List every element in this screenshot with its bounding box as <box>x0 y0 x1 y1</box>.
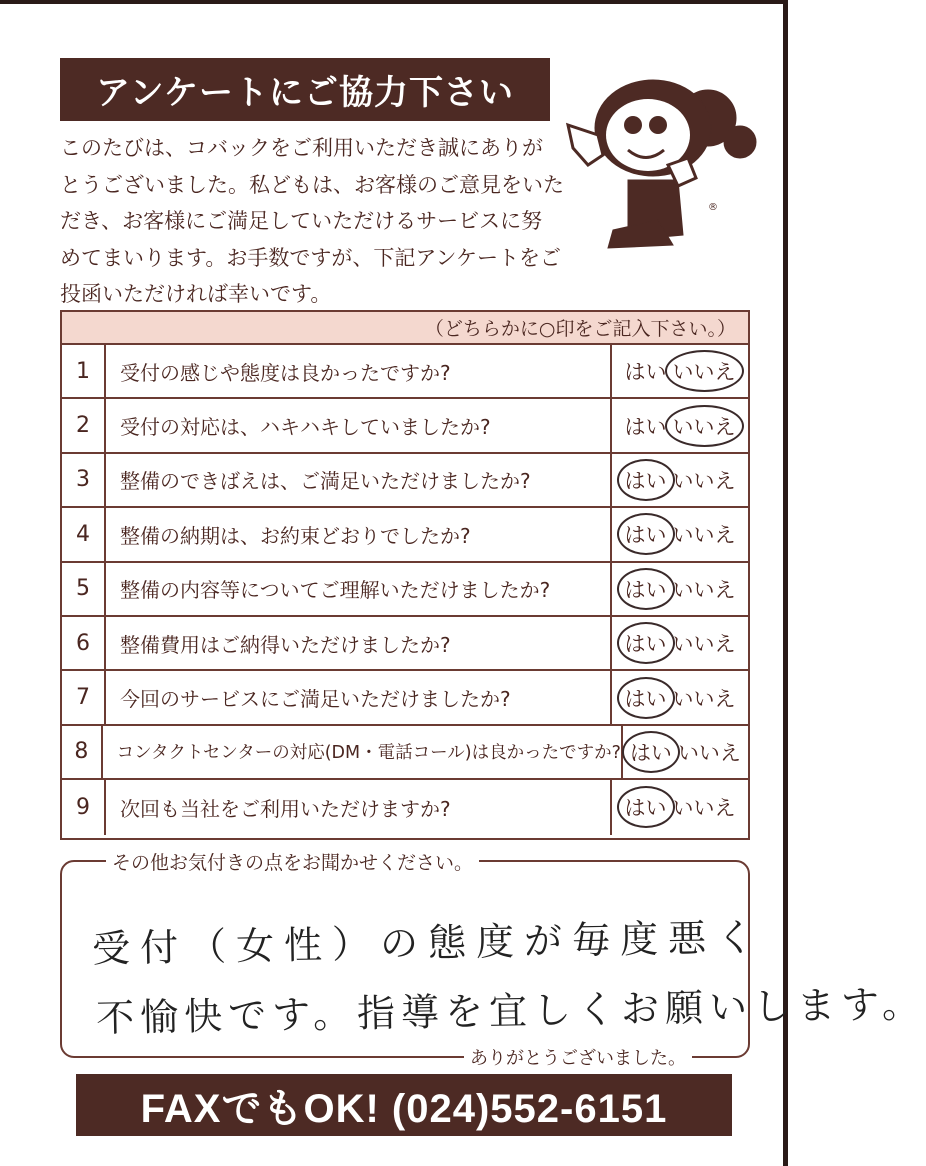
answer-cell[interactable] <box>612 454 748 506</box>
answer-no[interactable]: いいえ <box>671 356 738 386</box>
survey-row <box>62 726 748 780</box>
question-number: 5 <box>62 563 106 615</box>
fax-banner: FAXでもOK! (024)552-6151 <box>76 1074 732 1136</box>
question-number: 7 <box>62 671 106 723</box>
answer-no[interactable]: いいえ <box>677 740 741 765</box>
survey-row <box>62 563 748 617</box>
answer-cell[interactable] <box>612 508 748 560</box>
mascot-eye-left <box>624 116 642 134</box>
answer-no[interactable]: いいえ <box>672 686 736 711</box>
answer-yes[interactable]: はい <box>623 792 669 822</box>
comments-label: その他お気付きの点をお聞かせください。 <box>106 848 479 875</box>
handwritten-comment-line: 受付（女性）の態度が毎度悪く <box>91 915 765 971</box>
comments-box[interactable] <box>60 852 926 1069</box>
intro-line: とうございました。私どもは、お客様のご意見をいた <box>60 172 564 197</box>
question-number: 8 <box>62 726 103 778</box>
question-text: 今回のサービスにご満足いただけましたか? <box>106 671 612 723</box>
answer-no[interactable]: いいえ <box>672 523 736 548</box>
page-title: アンケートにご協力下さい <box>60 58 550 121</box>
question-text: 整備費用はご納得いただけましたか? <box>106 617 612 669</box>
answer-yes[interactable]: はい <box>623 465 669 495</box>
question-text: 次回も当社をご利用いただけますか? <box>106 780 612 834</box>
thanks-text: ありがとうございました。 <box>464 1044 692 1070</box>
answer-no[interactable]: いいえ <box>672 632 736 657</box>
answer-no[interactable]: いいえ <box>672 577 736 602</box>
registered-mark: ® <box>708 202 718 213</box>
answer-yes[interactable]: はい <box>628 737 674 767</box>
survey-instruction: （どちらかに○印をご記入下さい。） <box>62 312 748 345</box>
survey-row <box>62 508 748 562</box>
question-number: 6 <box>62 617 106 669</box>
question-text: 整備の納期は、お約束どおりでしたか? <box>106 508 612 560</box>
question-number: 4 <box>62 508 106 560</box>
answer-yes[interactable]: はい <box>623 574 669 604</box>
answer-yes[interactable]: はい <box>624 360 667 385</box>
answer-cell[interactable] <box>612 345 748 397</box>
survey-row <box>62 780 748 834</box>
answer-cell[interactable] <box>612 399 748 451</box>
survey-row <box>62 617 748 671</box>
intro-line: このたびは、コバックをご利用いただき誠にありが <box>60 136 543 160</box>
handwritten-comment-line: 不愉快です。指導を宜しくお願いします。 <box>95 981 926 1041</box>
question-text: 受付の対応は、ハキハキしていましたか? <box>106 399 612 451</box>
survey-row <box>62 671 748 725</box>
survey-row <box>62 399 748 453</box>
answer-cell[interactable] <box>612 617 748 669</box>
mascot-eye-right <box>649 116 667 134</box>
mascot-illustration <box>558 70 758 250</box>
question-text: 整備のできばえは、ご満足いただけましたか? <box>106 454 612 506</box>
mascot-ear-tip <box>724 126 756 158</box>
answer-cell[interactable] <box>612 563 748 615</box>
question-text: 受付の感じや態度は良かったですか? <box>106 345 612 397</box>
question-number: 9 <box>62 780 106 834</box>
top-border <box>0 0 788 4</box>
question-number: 3 <box>62 454 106 506</box>
survey-row <box>62 454 748 508</box>
survey-row <box>62 345 748 399</box>
question-number: 2 <box>62 399 106 451</box>
intro-line: めてまいります。お手数ですが、下記アンケートをご <box>60 245 562 270</box>
survey-table <box>60 310 750 840</box>
answer-yes[interactable]: はい <box>623 628 669 658</box>
intro-line: 投函いただければ幸いです。 <box>60 282 332 306</box>
intro-text <box>60 130 564 313</box>
answer-cell[interactable] <box>623 726 748 778</box>
answer-cell[interactable] <box>612 780 748 834</box>
question-text: コンタクトセンターの対応(DM・電話コール)は良かったですか? <box>103 726 623 778</box>
answer-no[interactable]: いいえ <box>672 796 736 821</box>
answer-no[interactable]: いいえ <box>671 411 738 441</box>
answer-cell[interactable] <box>612 671 748 723</box>
answer-no[interactable]: いいえ <box>672 468 736 493</box>
answer-yes[interactable]: はい <box>623 519 669 549</box>
answer-yes[interactable]: はい <box>624 414 667 439</box>
answer-yes[interactable]: はい <box>623 683 669 713</box>
intro-line: だき、お客様にご満足していただけるサービスに努 <box>60 209 543 233</box>
question-text: 整備の内容等についてご理解いただけましたか? <box>106 563 612 615</box>
question-number: 1 <box>62 345 106 397</box>
